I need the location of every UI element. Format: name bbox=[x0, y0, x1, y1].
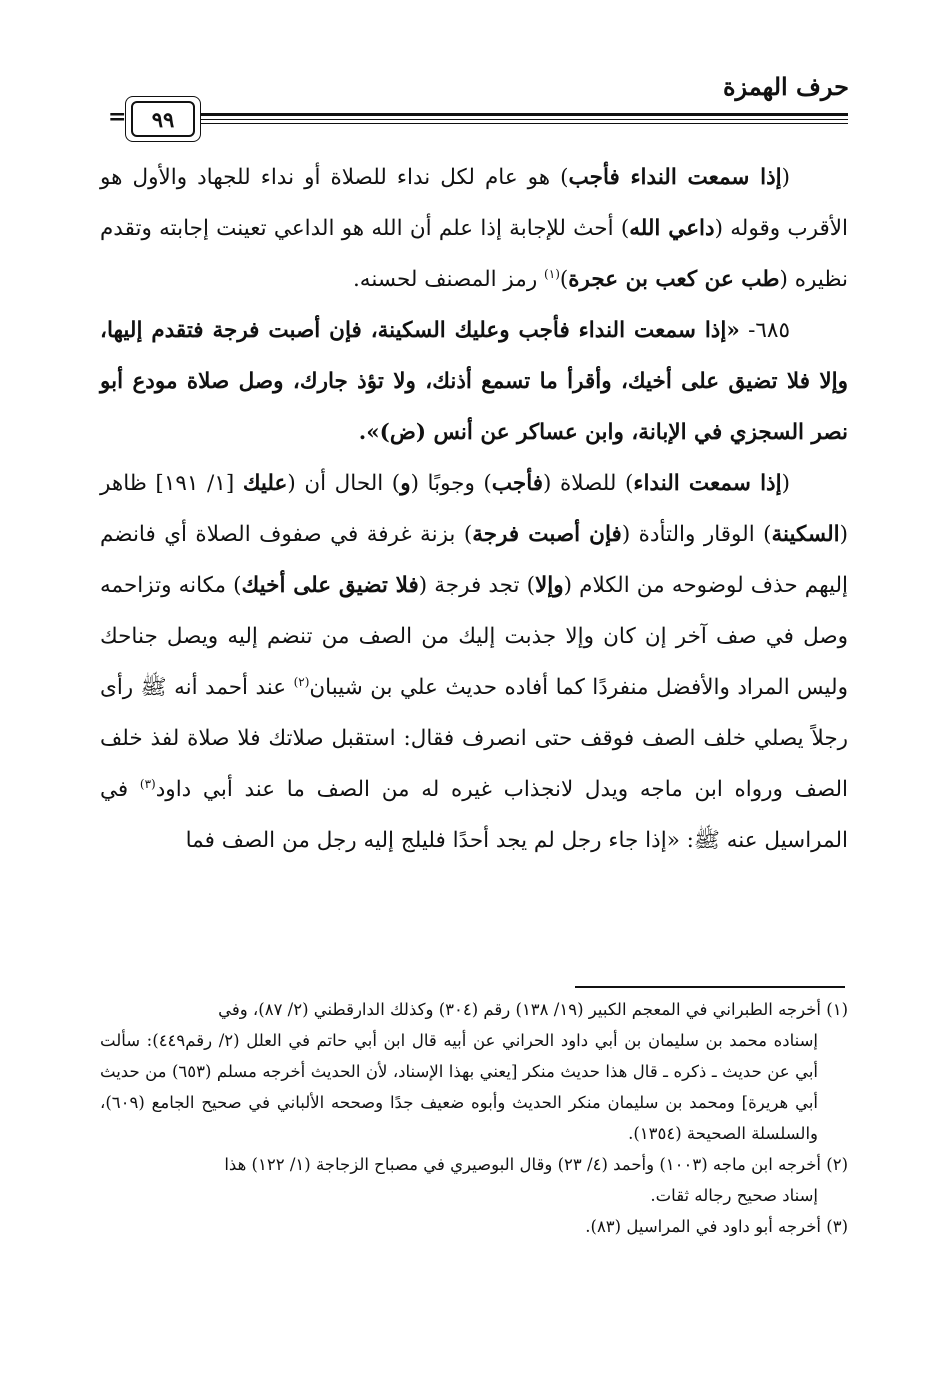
footnote-3: (٣) أخرجه أبو داود في المراسيل (٨٣). bbox=[585, 1217, 848, 1236]
header-rule-top bbox=[200, 113, 848, 116]
footnote-2: (٢) أخرجه ابن ماجه (١٠٠٣) وأحمد (٤/ ٢٣) وقال البوصيري في مصباح الزجاجة (١/ ١٢٢) هذا bbox=[224, 1155, 848, 1174]
hadith-685 bbox=[100, 305, 848, 458]
header-rule-mid bbox=[200, 119, 848, 120]
footnote-separator bbox=[575, 986, 845, 988]
footnote-1-continued: إسناده محمد بن سليمان بن أبي داود الحراني عن أبيه قال ابن أبي حاتم في العلل (٢/ رقم٤٤٩): سألت أبي عن حديث ـ ذكره ـ قال هذا حديث منكر [يعني بهذا الإسناد، لأن الحديث أخرجه مسلم (٦٥٣) من حديث أبي هريرة] ومحمد بن سليمان منكر الحديث وأبوه ضعيف جدًا وصححه الألباني في صحيح الجامع (٦٠٩)، والسلسلة الصحيحة (١٣٥٤). bbox=[100, 1031, 818, 1143]
footnote-2-continued: إسناد صحيح رجاله ثقات. bbox=[650, 1186, 818, 1205]
paragraph-1: (إذا سمعت النداء فأجب) هو عام لكل نداء للصلاة أو نداء للجهاد والأول هو الأقرب وقوله (داعي الله) أحث للإجابة إذا علم أن الله هو الداعي تعينت إجابته وتقدم نظيره (طب عن كعب بن عجرة)$^{(١)}$ رمز المصنف لحسنه. bbox=[100, 165, 848, 292]
footnote-1: (١) أخرجه الطبراني في المعجم الكبير (١٩/ ١٣٨) رقم (٣٠٤) وكذلك الدارقطني (٢/ ٨٧)، وفي bbox=[218, 1000, 848, 1019]
hadith-number: ٦٨٥- bbox=[739, 318, 790, 343]
header-rule-bottom bbox=[200, 123, 848, 124]
hadith-text: «إذا سمعت النداء فأجب وعليك السكينة، فإن أصبت فرجة فتقدم إليها، وإلا فلا تضيق على أخيك، وأقرأ ما تسمع أذنك، ولا تؤذ جارك، وصل صلاة مودع أبو نصر السجزي في الإبانة، وابن عساكر عن أنس (ض)». bbox=[100, 318, 848, 445]
footnote-ref-2[interactable]: (٢) bbox=[293, 674, 310, 689]
page-marker: = bbox=[108, 104, 127, 130]
page-number: ٩٩ bbox=[131, 101, 195, 137]
main-text bbox=[100, 152, 848, 866]
paragraph-3: (إذا سمعت النداء) للصلاة (فأجب) وجوبًا (و) الحال أن (عليك [١/ ١٩١] ظاهر (السكينة) الوقار والتأدة (فإن أصبت فرجة) بزنة غرفة في صفوف الصلاة أي فانضم إليهم حذف لوضوحه من الكلام (وإلا) تجد فرجة (فلا تضيق على أخيك) مكانه وتزاحمه وصل في صف آخر إن كان وإلا جذبت إليك من الصف من تنضم إليه ويصل جناحك وليس المراد والأفضل منفردًا كما أفاده حديث علي بن شيبان$^{(٢)}$ عند أحمد أنه ﷺ رأى رجلاً يصلي خلف الصف فوقف حتى انصرف فقال: استقبل صلاتك فلا صلاة لفذ خلف الصف ورواه ابن ماجه ويدل لانجذاب غيره له من الصف ما عند أبي داود$^{(٣)}$ في المراسيل عنه ﷺ: «إذا جاء رجل لم يجد أحدًا فليلج إليه رجل من الصف فما bbox=[100, 471, 848, 853]
footnote-ref-3[interactable]: (٣) bbox=[139, 776, 156, 791]
chapter-title: حرف الهمزة bbox=[722, 72, 849, 101]
footnotes bbox=[100, 994, 848, 1242]
footnote-ref-1[interactable]: (١) bbox=[544, 266, 560, 281]
